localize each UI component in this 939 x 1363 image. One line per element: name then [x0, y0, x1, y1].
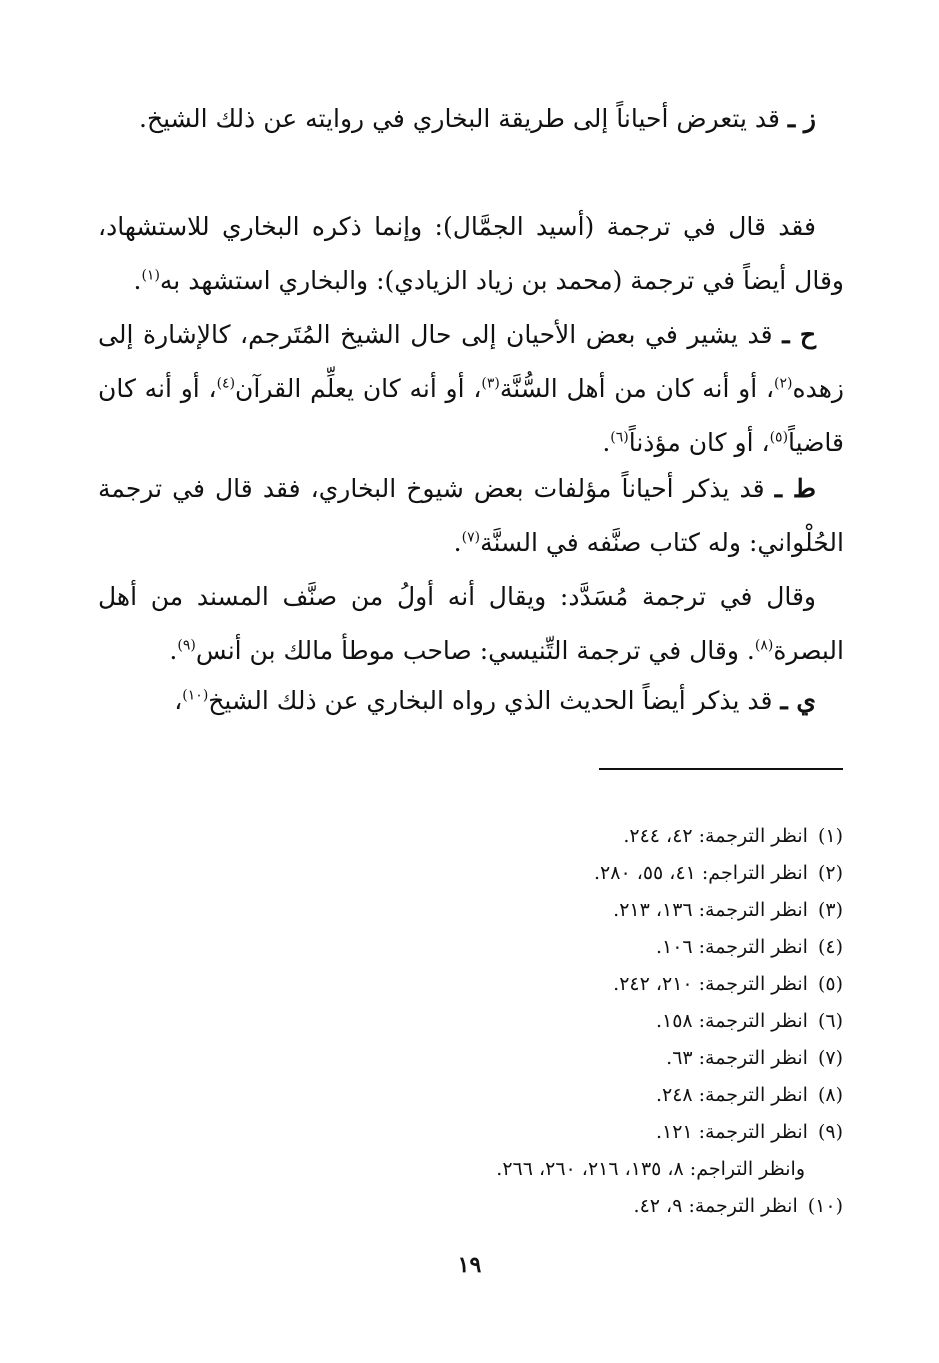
item-letter-zay: ز ـ — [787, 104, 816, 133]
footnote-item — [97, 855, 843, 892]
footnote-text: وانظر التراجم: ٨، ١٣٥، ٢١٦، ٢٦٠، ٢٦٦. — [496, 1158, 805, 1180]
page-number: ١٩ — [457, 1252, 482, 1278]
item-letter-ha: ح ـ — [782, 320, 816, 349]
footnote-number: (٦) — [817, 1010, 843, 1032]
footnote-ref-8[interactable]: (٨) — [754, 637, 774, 654]
footnote-number: (٧) — [817, 1047, 843, 1069]
footnote-number: (١٠) — [807, 1195, 843, 1217]
footnote-item — [97, 1188, 843, 1225]
footnote-number: (١) — [817, 825, 843, 847]
footnote-continuation — [97, 1151, 843, 1188]
footnote-text: انظر الترجمة: ٢١٠، ٢٤٢. — [613, 973, 808, 995]
footnote-text: انظر الترجمة: ١٣٦، ٢١٣. — [613, 899, 808, 921]
paragraph-ta: ط ـ قد يذكر أحياناً مؤلفات بعض شيوخ البخاري، فقد قال في ترجمة الحُلْواني: وله كتاب صنَّفه في السنَّة$^{(٧)}$. — [98, 474, 844, 557]
footnote-ref-6[interactable]: (٦) — [610, 429, 629, 446]
footnote-ref-5[interactable]: (٥) — [769, 429, 789, 446]
footnote-ref-7[interactable]: (٧) — [461, 529, 481, 546]
paragraph-zay-text: قد يتعرض أحياناً إلى طريقة البخاري في روايته عن ذلك الشيخ. — [139, 104, 788, 133]
footnote-ref-1[interactable]: (١) — [141, 267, 160, 284]
footnote-number: (٥) — [817, 973, 843, 995]
paragraph-asid: فقد قال في ترجمة (أسيد الجمَّال): وإنما ذكره البخاري للاستشهاد، وقال أيضاً في ترجمة (محمد بن زياد الزيادي): والبخاري استشهد به$^{(١)}$. — [98, 212, 844, 295]
footnotes-list — [97, 818, 843, 1225]
footnote-item — [97, 1077, 843, 1114]
footnote-text: انظر الترجمة: ٦٣. — [666, 1047, 808, 1069]
footnote-item — [97, 929, 843, 966]
footnote-text: انظر الترجمة: ١٥٨. — [655, 1010, 808, 1032]
footnote-ref-4[interactable]: (٤) — [216, 375, 236, 392]
footnote-item — [97, 1114, 843, 1151]
footnote-number: (٤) — [817, 936, 843, 958]
footnote-text: انظر الترجمة: ١٢١. — [655, 1121, 808, 1143]
footnote-number: (٩) — [817, 1121, 843, 1143]
paragraph-zay — [98, 92, 844, 146]
footnote-text: انظر التراجم: ٤١، ٥٥، ٢٨٠. — [594, 862, 808, 884]
footnote-number: (٢) — [817, 862, 843, 884]
footnote-ref-9[interactable]: (٩) — [177, 637, 196, 654]
footnote-item — [97, 1040, 843, 1077]
footnote-text: انظر الترجمة: ٩، ٤٢. — [633, 1195, 798, 1217]
footnote-ref-2[interactable]: (٢) — [774, 375, 793, 392]
item-letter-ta: ط ـ — [774, 474, 817, 503]
footnote-number: (٣) — [817, 899, 843, 921]
footnote-text: انظر الترجمة: ٢٤٨. — [655, 1084, 808, 1106]
footnote-ref-10[interactable]: (١٠) — [182, 687, 209, 704]
footnote-item — [97, 966, 843, 1003]
footnote-item — [97, 1003, 843, 1040]
footnote-number: (٨) — [817, 1084, 843, 1106]
paragraph-asid-text: فقد قال في ترجمة (أسيد الجمَّال): وإنما ذكره البخاري للاستشهاد، وقال أيضاً في ترجمة (محمد بن زياد الزيادي): والبخاري استشهد به — [98, 212, 844, 295]
footnote-separator — [599, 768, 843, 770]
item-letter-ya: ي ـ — [780, 686, 816, 715]
paragraph-ya: ي ـ قد يذكر أيضاً الحديث الذي رواه البخاري عن ذلك الشيخ$^{(١٠)}$، — [174, 686, 816, 715]
footnote-ref-3[interactable]: (٣) — [481, 375, 500, 392]
paragraph-ha: ح ـ قد يشير في بعض الأحيان إلى حال الشيخ المُتَرجم، كالإشارة إلى زهده$^{(٢)}$، أو أنه كان من أهل السُّنَّة$^{(٣)}$، أو أنه كان يعلِّم القرآن$^{(٤)}$، أو أنه كان قاضياً$^{(٥)}$، أو كان مؤذناً$^{(٦)}$. — [98, 320, 844, 457]
footnote-text: انظر الترجمة: ١٠٦. — [655, 936, 808, 958]
footnote-item — [97, 892, 843, 929]
footnote-text: انظر الترجمة: ٤٢، ٢٤٤. — [623, 825, 808, 847]
footnote-item — [97, 818, 843, 855]
paragraph-musaddad: وقال في ترجمة مُسَدَّد: ويقال أنه أولُ من صنَّف المسند من أهل البصرة$^{(٨)}$. وقال في ترجمة التِّنيسي: صاحب موطأ مالك بن أنس$^{(٩)}$. — [98, 582, 844, 665]
